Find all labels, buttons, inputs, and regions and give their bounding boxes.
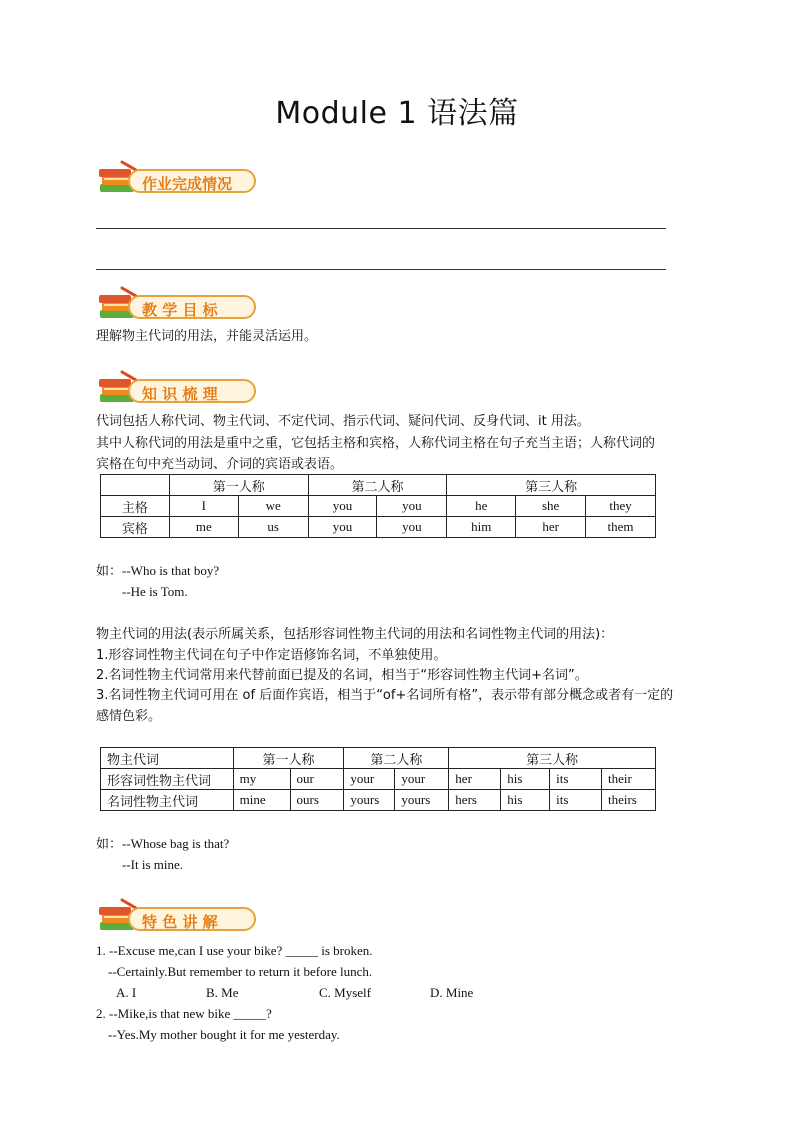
question-1-option-c: C. Myself — [319, 985, 371, 1000]
answer-line-2 — [96, 269, 666, 270]
row-label: 宾格 — [101, 517, 170, 538]
table-corner: 物主代词 — [101, 748, 234, 769]
table-cell: you — [377, 517, 447, 538]
example-line: --Whose bag is that? — [122, 836, 230, 851]
table-cell: its — [550, 790, 602, 811]
table-cell: me — [169, 517, 238, 538]
answer-line-1 — [96, 228, 666, 229]
example-1 — [96, 560, 219, 582]
knowledge-paragraph-2a: 其中人称代词的用法是重中之重，它包括主格和宾格，人称代词主格在句子充当主语；人称代词的 — [96, 436, 656, 451]
possessive-rule-1: 1.形容词性物主代词在句子中作定语修饰名词，不单独使用。 — [96, 648, 447, 663]
table-cell: hers — [449, 790, 501, 811]
header-third-person: 第三人称 — [447, 475, 656, 496]
table-cell: your — [395, 769, 449, 790]
table-corner — [101, 475, 170, 496]
row-label: 名词性物主代词 — [101, 790, 234, 811]
table-cell: she — [516, 496, 586, 517]
question-1-reply: --Certainly.But remember to return it before lunch. — [108, 964, 373, 979]
example-2 — [96, 833, 229, 855]
table-cell: us — [238, 517, 308, 538]
header-third-person: 第三人称 — [449, 748, 656, 769]
question-1: 1. --Excuse me,can I use your bike? _____ is broken. — [96, 943, 373, 958]
table-cell: their — [601, 769, 655, 790]
table-row — [101, 790, 656, 811]
goals-text: 理解物主代词的用法，并能灵活运用。 — [96, 329, 318, 344]
banner-goals — [96, 286, 258, 322]
question-2-reply: --Yes.My mother bought it for me yesterday. — [108, 1027, 340, 1042]
possessive-rule-3b: 感情色彩。 — [96, 709, 162, 724]
banner-feature-label: 特 色 讲 解 — [142, 913, 218, 931]
table-cell: I — [169, 496, 238, 517]
table-cell: them — [586, 517, 656, 538]
table-cell: mine — [233, 790, 290, 811]
table-cell: you — [377, 496, 447, 517]
table-cell: he — [447, 496, 516, 517]
question-1-option-a: A. I — [116, 985, 137, 1000]
example-line: --He is Tom. — [122, 584, 188, 599]
example-prefix: 如： — [96, 564, 123, 579]
banner-feature — [96, 898, 258, 934]
row-label: 形容词性物主代词 — [101, 769, 234, 790]
table-cell: you — [308, 496, 377, 517]
table-cell: our — [290, 769, 344, 790]
row-label: 主格 — [101, 496, 170, 517]
table-cell: we — [238, 496, 308, 517]
table-cell: him — [447, 517, 516, 538]
header-second-person: 第二人称 — [308, 475, 447, 496]
question-2: 2. --Mike,is that new bike _____? — [96, 1006, 272, 1021]
page-title: Module 1 语法篇 — [275, 96, 519, 131]
table-cell: her — [516, 517, 586, 538]
table-cell: her — [449, 769, 501, 790]
example-prefix: 如： — [96, 837, 123, 852]
possessive-rule-2: 2.名词性物主代词常用来代替前面已提及的名词，相当于“形容词性物主代词+名词”。 — [96, 668, 588, 683]
header-first-person: 第一人称 — [233, 748, 344, 769]
table-row — [101, 496, 656, 517]
table-cell: you — [308, 517, 377, 538]
knowledge-paragraph-2b: 宾格在句中充当动词、介词的宾语或表语。 — [96, 457, 344, 472]
table-cell: his — [501, 790, 550, 811]
table-cell: its — [550, 769, 602, 790]
table-row — [101, 517, 656, 538]
table-cell: his — [501, 769, 550, 790]
banner-goals-label: 教 学 目 标 — [142, 301, 218, 319]
table-header-row — [101, 748, 656, 769]
possessive-rule-3a: 3.名词性物主代词可用在 of 后面作宾语，相当于“of+名词所有格”，表示带有部分概念或者有一定的 — [96, 688, 674, 703]
possessive-pronoun-table — [100, 747, 656, 811]
banner-knowledge-label: 知 识 梳 理 — [142, 385, 218, 403]
table-cell: yours — [344, 790, 395, 811]
question-1-option-b: B. Me — [206, 985, 239, 1000]
possessive-intro: 物主代词的用法(表示所属关系，包括形容词性物主代词的用法和名词性物主代词的用法)： — [96, 627, 614, 642]
table-row — [101, 769, 656, 790]
table-cell: yours — [395, 790, 449, 811]
header-second-person: 第二人称 — [344, 748, 449, 769]
question-1-option-d: D. Mine — [430, 985, 474, 1000]
banner-knowledge — [96, 370, 258, 406]
banner-homework-label: 作业完成情况 — [142, 175, 233, 193]
table-cell: they — [586, 496, 656, 517]
banner-homework — [96, 160, 258, 196]
personal-pronoun-table — [100, 474, 656, 538]
knowledge-paragraph-1: 代词包括人称代词、物主代词、不定代词、指示代词、疑问代词、反身代词、it 用法。 — [96, 414, 590, 429]
example-line: --It is mine. — [122, 857, 184, 872]
table-header-row — [101, 475, 656, 496]
table-cell: my — [233, 769, 290, 790]
example-line: --Who is that boy? — [122, 563, 220, 578]
table-cell: theirs — [601, 790, 655, 811]
header-first-person: 第一人称 — [169, 475, 308, 496]
table-cell: your — [344, 769, 395, 790]
table-cell: ours — [290, 790, 344, 811]
